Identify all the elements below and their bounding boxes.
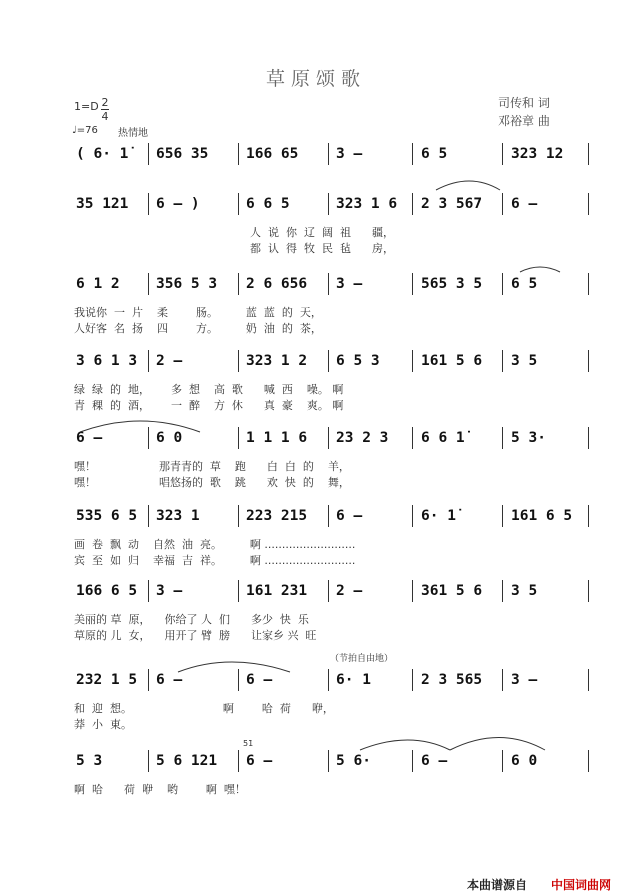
- lyric-line: 宾 至 如 归 幸福 吉 祥。 啊 ..........................: [74, 554, 356, 567]
- measure: 565 3 5: [421, 276, 483, 292]
- measure: 166 6 5: [76, 583, 138, 599]
- bar-line: [588, 193, 589, 215]
- measure: 6 –: [336, 508, 363, 524]
- time-signature-bottom: 4: [101, 110, 109, 123]
- measure: 2 6 656: [246, 276, 308, 292]
- lyric-line: 和 迎 想。 啊 哈 荷 咿，: [74, 702, 334, 715]
- footer-source: 本曲谱源自: [467, 878, 528, 892]
- bar-line: [588, 143, 589, 165]
- bar-line: [328, 580, 329, 602]
- bar-line: [588, 505, 589, 527]
- measure: 323 1: [156, 508, 200, 524]
- bar-line: [588, 750, 589, 772]
- measure: 5 3·: [511, 430, 546, 446]
- measure: 6 –: [246, 753, 273, 769]
- bar-line: [588, 350, 589, 372]
- bar-line: [412, 505, 413, 527]
- measure: 6 1 2: [76, 276, 120, 292]
- measure: 23 2 3: [336, 430, 389, 446]
- bar-line: [148, 580, 149, 602]
- measure: 161 6 5: [511, 508, 573, 524]
- bar-line: [238, 143, 239, 165]
- measure: 6 6 5: [246, 196, 290, 212]
- measure: 6 0: [511, 753, 538, 769]
- measure: 6 5: [511, 276, 538, 292]
- lyric-line: 都 认 得 牧 民 毡 房，: [250, 242, 394, 255]
- measure: 323 12: [511, 146, 564, 162]
- lyric-line: 嘿！ 那青青的 草 跑 白 白 的 羊，: [74, 460, 350, 473]
- bar-line: [412, 193, 413, 215]
- bar-line: [502, 143, 503, 165]
- bar-line: [328, 350, 329, 372]
- bar-line: [588, 273, 589, 295]
- song-title: 草原颂歌: [265, 68, 366, 90]
- measure: 2 –: [336, 583, 363, 599]
- bar-line: [148, 427, 149, 449]
- measure: 2 3 565: [421, 672, 483, 688]
- bar-line: [412, 669, 413, 691]
- measure: 6 5 3: [336, 353, 380, 369]
- measure: 3 5: [511, 353, 538, 369]
- measure: 232 1 5: [76, 672, 138, 688]
- measure: 6 – ): [156, 196, 200, 212]
- measure: 535 6 5: [76, 508, 138, 524]
- bar-line: [412, 427, 413, 449]
- bar-line: [148, 193, 149, 215]
- bar-line: [502, 580, 503, 602]
- bar-line: [238, 427, 239, 449]
- measure: 6 –: [511, 196, 538, 212]
- grace-note: 5̇1̇: [243, 739, 254, 748]
- bar-line: [588, 427, 589, 449]
- measure: 3 –: [336, 276, 363, 292]
- footer-site: 中国词曲网: [551, 878, 612, 892]
- bar-line: [502, 273, 503, 295]
- lyric-line: 绿 绿 的 地， 多 想 高 歌 喊 西 噪。 啊: [74, 383, 344, 396]
- bar-line: [328, 750, 329, 772]
- lyric-line: 啊 哈 荷 咿 哟 啊 嘿！: [74, 783, 246, 796]
- measure: 323 1 6: [336, 196, 398, 212]
- bar-line: [238, 273, 239, 295]
- bar-line: [412, 750, 413, 772]
- measure: 3 –: [336, 146, 363, 162]
- bar-line: [412, 143, 413, 165]
- measure: ( 6· 1̇: [76, 146, 129, 162]
- bar-line: [502, 427, 503, 449]
- bar-line: [148, 669, 149, 691]
- bar-line: [588, 669, 589, 691]
- bar-line: [502, 750, 503, 772]
- bar-line: [238, 669, 239, 691]
- lyricist-credit: 司传和 词: [498, 96, 550, 110]
- bar-line: [238, 350, 239, 372]
- bar-line: [412, 580, 413, 602]
- measure: 6 0: [156, 430, 183, 446]
- bar-line: [238, 750, 239, 772]
- bar-line: [148, 750, 149, 772]
- measure: 3 –: [511, 672, 538, 688]
- time-signature: [101, 96, 109, 123]
- measure: 161 5 6: [421, 353, 483, 369]
- bar-line: [148, 505, 149, 527]
- lyric-line: 我说你 一 片 柔 肠。 蓝 蓝 的 天，: [74, 306, 322, 319]
- time-signature-top: 2: [101, 96, 109, 109]
- measure: 6 –: [76, 430, 103, 446]
- composer-credit: 邓裕章 曲: [498, 114, 550, 128]
- measure: 2 –: [156, 353, 183, 369]
- measure: 166 65: [246, 146, 299, 162]
- measure: 2 3 567: [421, 196, 483, 212]
- measure: 3 5: [511, 583, 538, 599]
- measure: 161 231: [246, 583, 308, 599]
- lyric-line: 嘿！ 唱悠扬的 歌 跳 欢 快 的 舞，: [74, 476, 350, 489]
- bar-line: [238, 193, 239, 215]
- measure: 361 5 6: [421, 583, 483, 599]
- bar-line: [502, 350, 503, 372]
- bar-line: [328, 505, 329, 527]
- measure: 323 1 2: [246, 353, 308, 369]
- bar-line: [328, 273, 329, 295]
- measure: 35 121: [76, 196, 129, 212]
- measure: 6 6 1̇: [421, 430, 465, 446]
- bar-line: [588, 580, 589, 602]
- bar-line: [238, 580, 239, 602]
- bar-line: [502, 669, 503, 691]
- measure: 3 6 1 3: [76, 353, 138, 369]
- measure: 5 6·: [336, 753, 371, 769]
- tempo-marking: ♩=76: [72, 125, 98, 136]
- free-rhythm-annotation: （节拍自由地）: [330, 654, 394, 664]
- lyric-line: 人好客 名 扬 四 方。 奶 油 的 茶，: [74, 322, 322, 335]
- lyric-line: 青 稞 的 酒， 一 醉 方 休 真 豪 爽。 啊: [74, 399, 344, 412]
- bar-line: [412, 273, 413, 295]
- lyric-line: 美丽的 草 原， 你给了 人 们 多少 快 乐: [74, 613, 309, 626]
- lyric-line: 草原的 儿 女， 用开了 臂 膀 让家乡 兴 旺: [74, 629, 317, 642]
- bar-line: [148, 350, 149, 372]
- measure: 6 –: [246, 672, 273, 688]
- mood-marking: 热情地: [118, 128, 148, 139]
- measure: 6 –: [156, 672, 183, 688]
- bar-line: [328, 143, 329, 165]
- measure: 1 1 1 6: [246, 430, 308, 446]
- measure: 223 215: [246, 508, 308, 524]
- bar-line: [238, 505, 239, 527]
- lyric-line: 莽 小 東。: [74, 718, 132, 731]
- key-signature: 1=D: [74, 100, 99, 113]
- measure: 356 5 3: [156, 276, 218, 292]
- bar-line: [412, 350, 413, 372]
- measure: 5 3: [76, 753, 103, 769]
- measure: 6 5: [421, 146, 448, 162]
- measure: 656 35: [156, 146, 209, 162]
- bar-line: [502, 193, 503, 215]
- measure: 3 –: [156, 583, 183, 599]
- bar-line: [328, 427, 329, 449]
- bar-line: [148, 273, 149, 295]
- measure: 6· 1̇: [421, 508, 456, 524]
- bar-line: [502, 505, 503, 527]
- lyric-line: 画 卷 飘 动 自然 油 亮。 啊 ..........................: [74, 538, 356, 551]
- bar-line: [148, 143, 149, 165]
- measure: 5 6 121: [156, 753, 218, 769]
- measure: 6· 1: [336, 672, 371, 688]
- bar-line: [328, 193, 329, 215]
- bar-line: [328, 669, 329, 691]
- lyric-line: 人 说 你 辽 阔 祖 疆，: [250, 226, 394, 239]
- measure: 6 –: [421, 753, 448, 769]
